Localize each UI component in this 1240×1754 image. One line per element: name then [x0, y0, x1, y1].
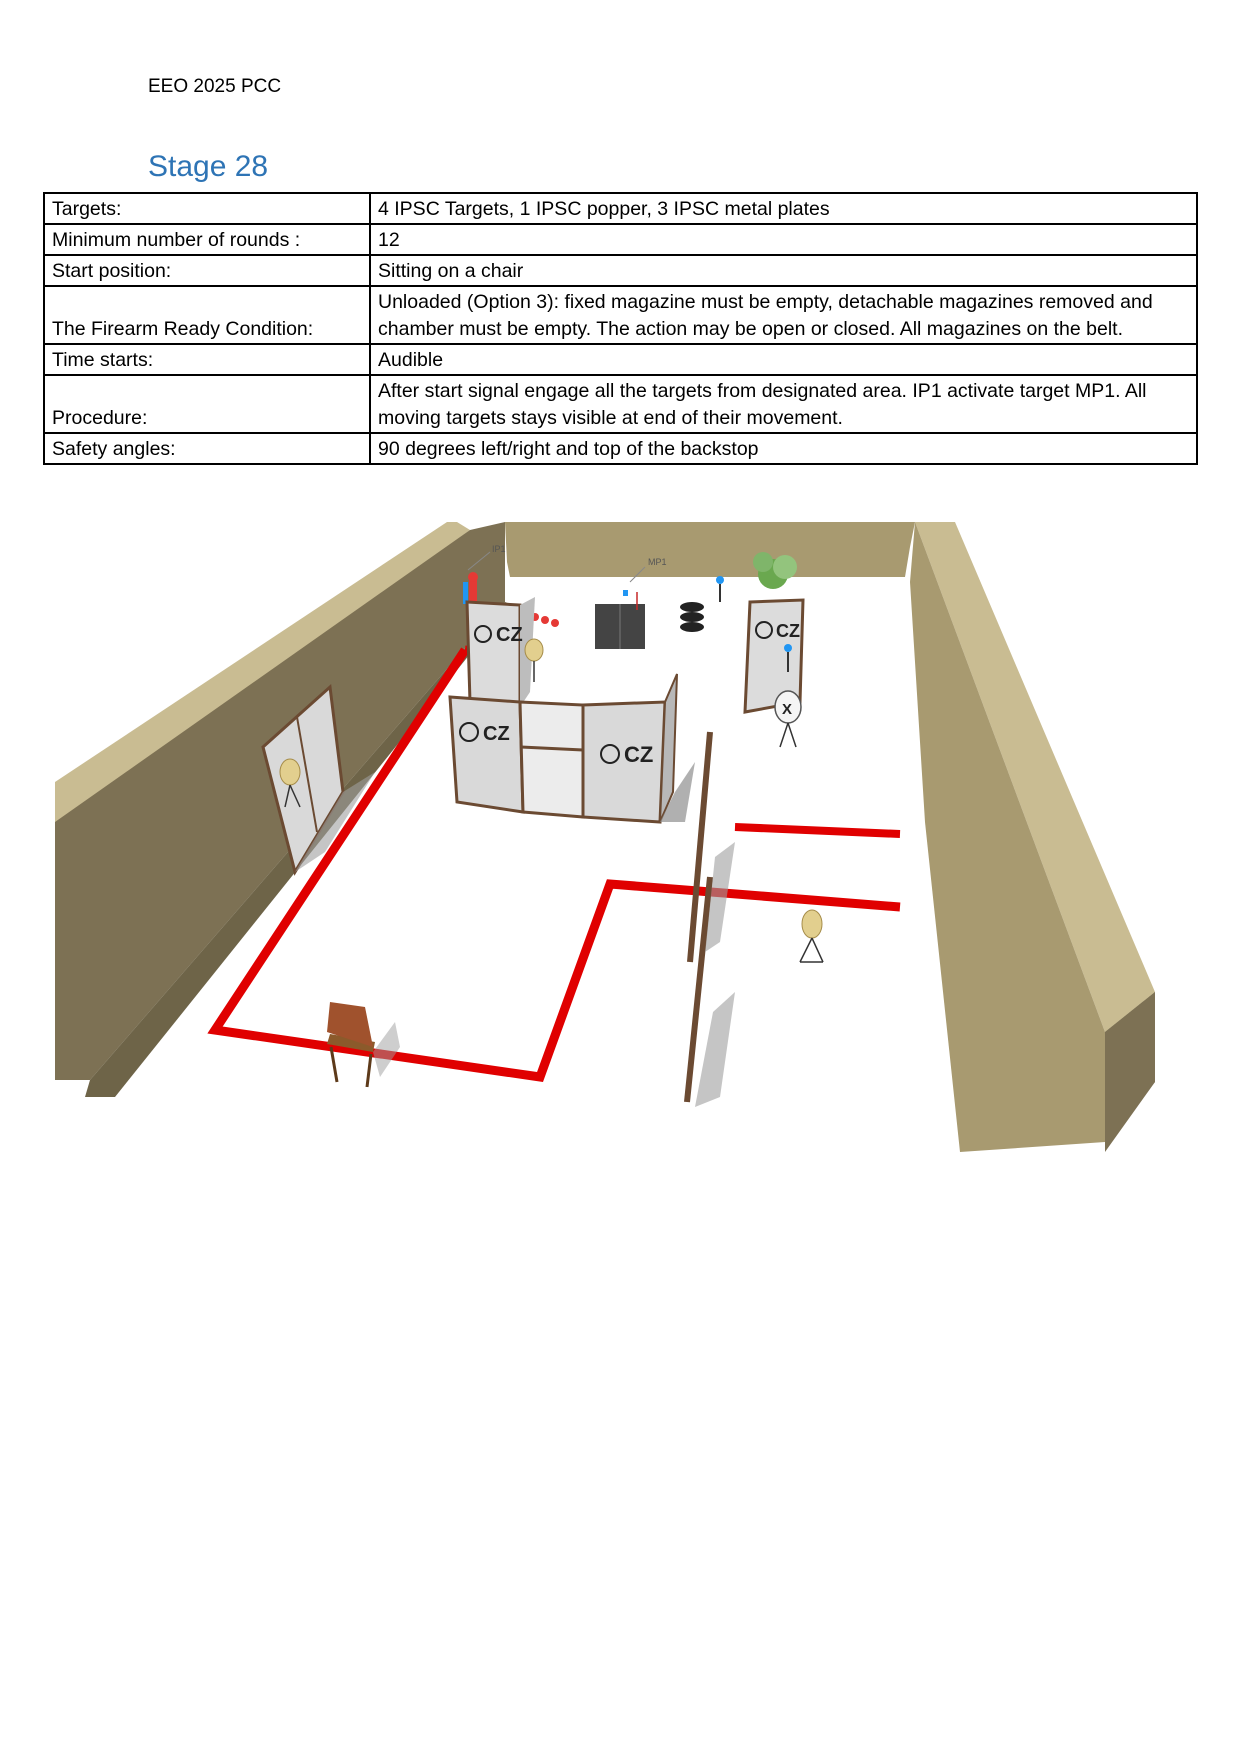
ip1-label: IP1	[492, 544, 506, 554]
cz-logo: CZ	[483, 723, 510, 745]
row-value: Unloaded (Option 3): fixed magazine must be empty, detachable magazines removed and chamber must be empty. The action may be open or closed. All magazines on the belt.	[370, 286, 1197, 344]
row-value: After start signal engage all the targets from designated area. IP1 activate target MP1. All moving targets stays visible at end of their movement.	[370, 375, 1197, 433]
back-berm	[505, 522, 915, 577]
stage-info-table	[43, 192, 1198, 465]
table-row	[44, 286, 1197, 344]
row-label: Time starts:	[44, 344, 370, 375]
stage-diagram-svg	[55, 522, 1155, 1152]
row-value: 90 degrees left/right and top of the backstop	[370, 433, 1197, 464]
document-header: EEO 2025 PCC	[148, 76, 282, 97]
row-label: Safety angles:	[44, 433, 370, 464]
stage-title: Stage 28	[148, 150, 269, 183]
row-value: 4 IPSC Targets, 1 IPSC popper, 3 IPSC metal plates	[370, 193, 1197, 224]
table-row	[44, 433, 1197, 464]
cz-logo: CZ	[624, 742, 654, 767]
row-label: Start position:	[44, 255, 370, 286]
stage-diagram	[55, 522, 1155, 1152]
mp1-label: MP1	[648, 557, 667, 567]
cz-logo: CZ	[496, 624, 523, 646]
row-value: Sitting on a chair	[370, 255, 1197, 286]
table-row	[44, 193, 1197, 224]
row-label: Procedure:	[44, 375, 370, 433]
table-row	[44, 224, 1197, 255]
row-label: The Firearm Ready Condition:	[44, 286, 370, 344]
cz-logo: CZ	[776, 621, 800, 641]
row-value: 12	[370, 224, 1197, 255]
table-row	[44, 375, 1197, 433]
tire-stack	[680, 602, 704, 632]
row-value: Audible	[370, 344, 1197, 375]
table-row	[44, 344, 1197, 375]
table-row	[44, 255, 1197, 286]
no-shoot-mark: X	[782, 701, 793, 718]
row-label: Targets:	[44, 193, 370, 224]
row-label: Minimum number of rounds :	[44, 224, 370, 255]
